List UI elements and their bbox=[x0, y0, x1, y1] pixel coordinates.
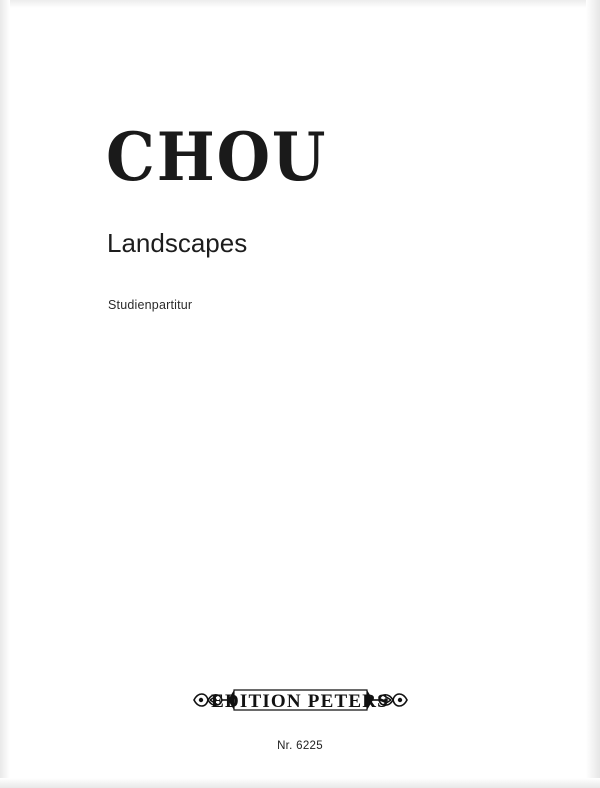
page-edge-left bbox=[0, 0, 10, 788]
publisher-logo bbox=[188, 678, 413, 722]
work-title: Landscapes bbox=[107, 228, 248, 258]
page-edge-right bbox=[586, 0, 600, 788]
plate-number: Nr. 6225 bbox=[277, 740, 323, 752]
composer-name: CHOU bbox=[106, 118, 328, 196]
page-edge-bottom bbox=[0, 778, 600, 788]
edition-subtitle: Studienpartitur bbox=[108, 298, 193, 312]
publisher-name: EDITION PETERS bbox=[211, 691, 389, 712]
page-edge-top bbox=[0, 0, 600, 8]
